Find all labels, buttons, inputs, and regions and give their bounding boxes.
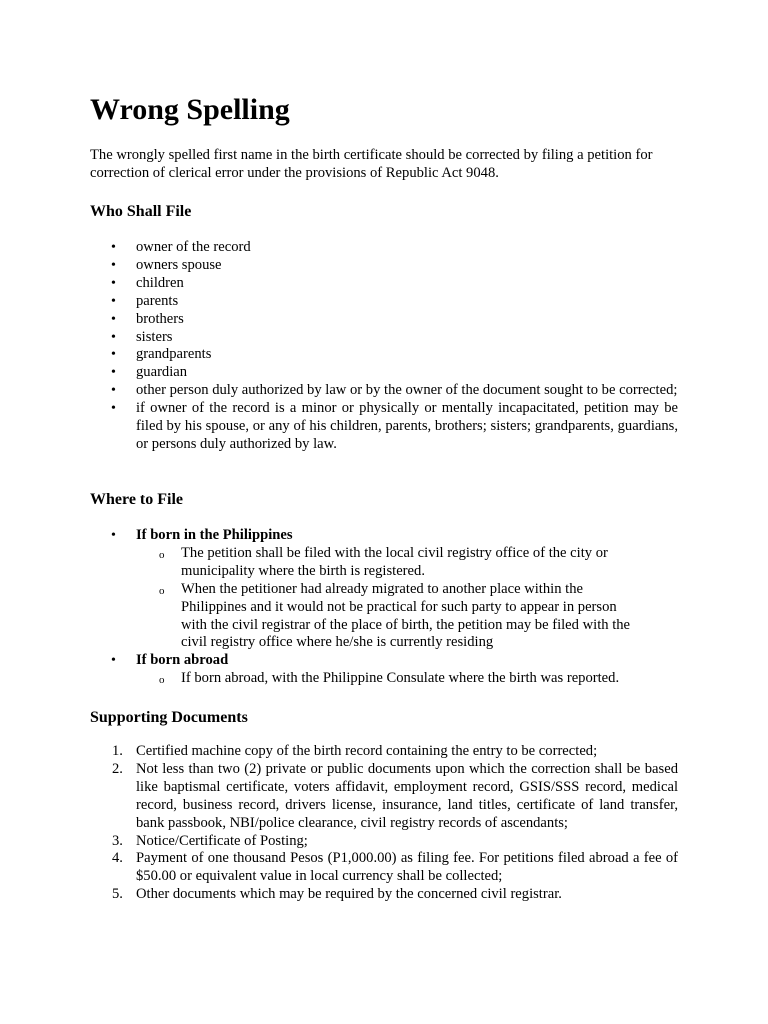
bullet-icon: • bbox=[111, 528, 116, 543]
list-item-text: guardian bbox=[136, 364, 188, 381]
list-item bbox=[90, 527, 678, 652]
list-item bbox=[90, 311, 678, 329]
page-title: Wrong Spelling bbox=[90, 93, 290, 126]
supporting-documents-list bbox=[90, 743, 678, 904]
list-item-text: Notice/Certificate of Posting; bbox=[136, 832, 308, 849]
list-item-text: if owner of the record is a minor or physically or mentally incapacitated, petition may be filed by his spouse, or any of his children, parents, brothers; sisters; grandparents, guardians, or persons duly authorized by law. bbox=[136, 400, 678, 452]
list-item-text: brothers bbox=[136, 310, 184, 327]
list-item bbox=[90, 364, 678, 382]
who-shall-file-list bbox=[90, 239, 678, 454]
group-label: If born abroad bbox=[136, 652, 229, 669]
where-to-file-list bbox=[90, 527, 678, 688]
bullet-icon: • bbox=[111, 329, 116, 345]
intro-paragraph: The wrongly spelled first name in the birth certificate should be corrected by filing a petition for correction of clerical error under the provisions of Republic Act 9048. bbox=[90, 147, 653, 181]
list-item-text: Not less than two (2) private or public documents upon which the correction shall be based like baptismal certificate, voters affidavit, employment record, GSIS/SSS record, medical record, business record, drivers license, insurance, land titles, certificate of land transfer, bank passbook, NBI/police clearance, civil registry records of ascendants; bbox=[136, 760, 678, 831]
list-number: 2. bbox=[112, 760, 123, 777]
bullet-icon: • bbox=[111, 383, 116, 399]
list-item bbox=[90, 239, 678, 257]
bullet-icon: • bbox=[111, 401, 116, 417]
bullet-icon: • bbox=[111, 365, 116, 381]
list-item bbox=[90, 886, 678, 904]
list-item-text: Payment of one thousand Pesos (P1,000.00) as filing fee. For petitions filed abroad a fee of $50.00 or equivalent value in local currency shall be collected; bbox=[136, 850, 678, 885]
sub-list-item-text: The petition shall be filed with the local civil registry office of the city or municipality where the birth is registered. bbox=[181, 544, 608, 579]
list-item bbox=[90, 382, 678, 400]
bullet-icon: • bbox=[111, 293, 116, 309]
sub-list-item bbox=[136, 670, 701, 688]
list-item bbox=[90, 293, 678, 311]
who-shall-file-heading: Who Shall File bbox=[90, 203, 192, 220]
where-to-file-heading: Where to File bbox=[90, 491, 184, 508]
list-item-text: children bbox=[136, 274, 184, 291]
list-item bbox=[90, 850, 678, 886]
list-number: 1. bbox=[112, 743, 123, 759]
list-item bbox=[90, 400, 678, 454]
list-item-text: sisters bbox=[136, 328, 173, 345]
list-item-text: grandparents bbox=[136, 346, 212, 363]
bullet-icon: • bbox=[111, 275, 116, 291]
supporting-documents-heading: Supporting Documents bbox=[90, 709, 248, 726]
list-item bbox=[90, 257, 678, 275]
list-item bbox=[90, 761, 678, 833]
list-item bbox=[90, 833, 678, 851]
list-item-text: Certified machine copy of the birth record containing the entry to be corrected; bbox=[136, 743, 598, 759]
sub-list bbox=[136, 545, 678, 652]
sub-list-item bbox=[136, 581, 641, 653]
circle-bullet-icon: o bbox=[159, 674, 165, 687]
bullet-icon: • bbox=[111, 257, 116, 273]
bullet-icon: • bbox=[111, 240, 116, 255]
list-item bbox=[90, 743, 678, 761]
list-item-text: other person duly authorized by law or by the owner of the document sought to be corrected; bbox=[136, 382, 678, 399]
circle-bullet-icon: o bbox=[159, 548, 165, 561]
bullet-icon: • bbox=[111, 653, 116, 669]
list-item bbox=[90, 346, 678, 364]
list-item bbox=[90, 275, 678, 293]
list-item-text: owners spouse bbox=[136, 256, 222, 273]
circle-bullet-icon: o bbox=[159, 584, 165, 597]
bullet-icon: • bbox=[111, 347, 116, 363]
list-item bbox=[90, 329, 678, 347]
sub-list-item bbox=[136, 545, 641, 581]
list-item bbox=[90, 652, 678, 688]
list-item-text: parents bbox=[136, 292, 179, 309]
list-item-text: Other documents which may be required by the concerned civil registrar. bbox=[136, 886, 562, 903]
list-number: 3. bbox=[112, 832, 123, 849]
group-label: If born in the Philippines bbox=[136, 527, 293, 543]
sub-list-item-text: When the petitioner had already migrated to another place within the Philippines and it would not be practical for such party to appear in person with the civil registrar of the place of birth, the petition may be filed with the civil registry office where he/she is currently residing bbox=[181, 580, 631, 651]
sub-list-item-text: If born abroad, with the Philippine Consulate where the birth was reported. bbox=[181, 670, 620, 687]
bullet-icon: • bbox=[111, 311, 116, 327]
list-number: 5. bbox=[112, 886, 123, 903]
sub-list bbox=[136, 670, 678, 688]
list-number: 4. bbox=[112, 850, 123, 867]
list-item-text: owner of the record bbox=[136, 239, 251, 255]
